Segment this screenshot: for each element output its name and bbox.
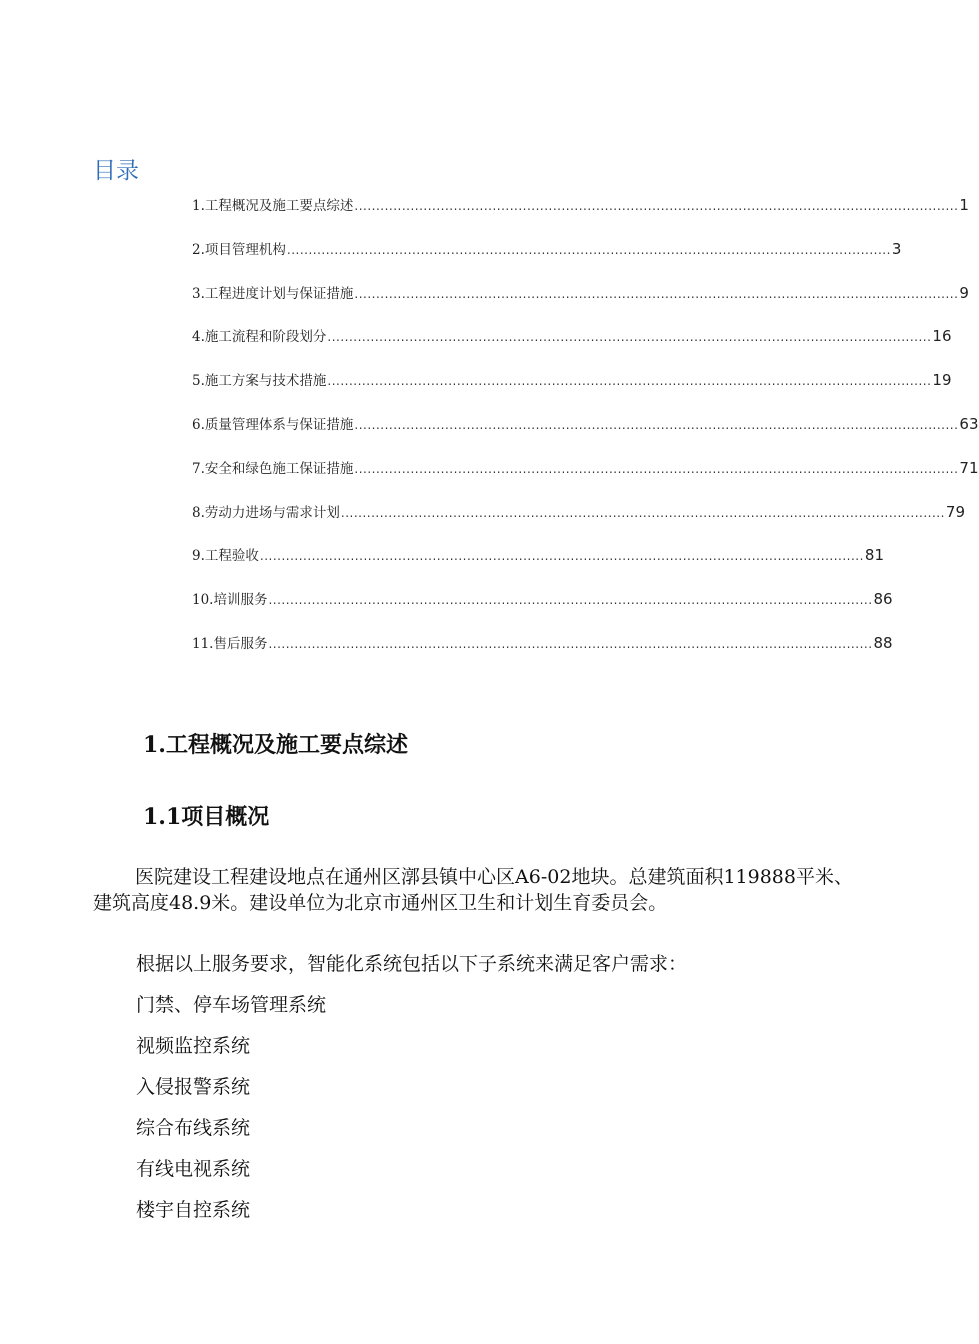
system-item: 门禁、停车场管理系统 [136,994,327,1016]
toc-entry-label: 4.施工流程和阶段划分 [192,329,327,346]
system-item: 楼宇自控系统 [136,1199,251,1221]
toc-entry[interactable] [192,282,969,326]
toc-entry-label: 6.质量管理体系与保证措施 [192,416,354,433]
section-heading: 1.工程概况及施工要点综述 [143,732,408,758]
toc-entry[interactable] [192,238,902,282]
toc-entry-page: 81 [864,546,885,565]
toc-entry-label: 10.培训服务 [192,592,268,609]
system-item: 有线电视系统 [136,1158,251,1180]
toc-entry-page: 86 [873,590,893,609]
toc-entry[interactable] [192,457,979,501]
toc-entry[interactable] [192,325,952,369]
toc-entry-label: 9.工程验收 [192,548,259,565]
toc-entry[interactable] [192,588,893,632]
toc-title: 目录 [93,158,139,184]
toc-entry[interactable] [192,632,893,676]
toc-entry[interactable] [192,413,979,457]
toc-entry[interactable] [192,544,885,588]
toc-leader-dots: ............................................................................................................................................ [268,636,873,651]
system-item: 视频监控系统 [136,1035,251,1057]
toc-entry-page: 3 [891,239,902,258]
toc-entry-page: 9 [959,283,969,302]
system-item: 入侵报警系统 [136,1076,251,1098]
toc-leader-dots: ............................................................................................................................................ [259,549,864,564]
toc-entry-page: 63 [959,414,979,433]
toc-entry-label: 2.项目管理机构 [192,241,286,258]
toc-entry-page: 88 [873,633,893,652]
toc-list [192,194,979,676]
toc-leader-dots: ............................................................................................................................................ [354,199,959,213]
toc-leader-dots: ............................................................................................................................................ [340,505,945,520]
section-subheading: 1.1项目概况 [143,804,270,830]
toc-entry-label: 1.工程概况及施工要点综述 [192,198,354,214]
toc-leader-dots: ............................................................................................................................................ [268,593,873,608]
intro-line: 根据以上服务要求，智能化系统包括以下子系统来满足客户需求： [136,953,688,975]
toc-entry[interactable] [192,194,969,238]
toc-entry[interactable] [192,501,966,545]
toc-entry-label: 5.施工方案与技术措施 [192,373,327,390]
project-overview-paragraph: 医院建设工程建设地点在通州区漷县镇中心区A6-02地块。总建筑面积119888平米、建筑高度48.9米。建设单位为北京市通州区卫生和计划生育委员会。 [93,866,853,914]
toc-entry-page: 1 [959,196,969,214]
toc-entry[interactable] [192,369,952,413]
system-item: 综合布线系统 [136,1117,251,1139]
toc-leader-dots: ............................................................................................................................................ [286,242,891,257]
toc-entry-page: 71 [959,458,979,477]
toc-entry-label: 11.售后服务 [192,635,268,652]
toc-entry-page: 79 [945,502,966,521]
toc-leader-dots: ............................................................................................................................................ [354,417,959,432]
toc-leader-dots: ............................................................................................................................................ [327,330,932,345]
toc-entry-label: 7.安全和绿色施工保证措施 [192,460,354,477]
toc-leader-dots: ............................................................................................................................................ [327,374,932,389]
toc-entry-label: 8.劳动力进场与需求计划 [192,504,340,521]
toc-leader-dots: ............................................................................................................................................ [354,461,959,476]
toc-entry-label: 3.工程进度计划与保证措施 [192,285,354,302]
system-list [136,951,687,1238]
toc-leader-dots: ............................................................................................................................................ [354,286,959,301]
toc-entry-page: 16 [932,327,952,346]
toc-entry-page: 19 [932,371,952,390]
